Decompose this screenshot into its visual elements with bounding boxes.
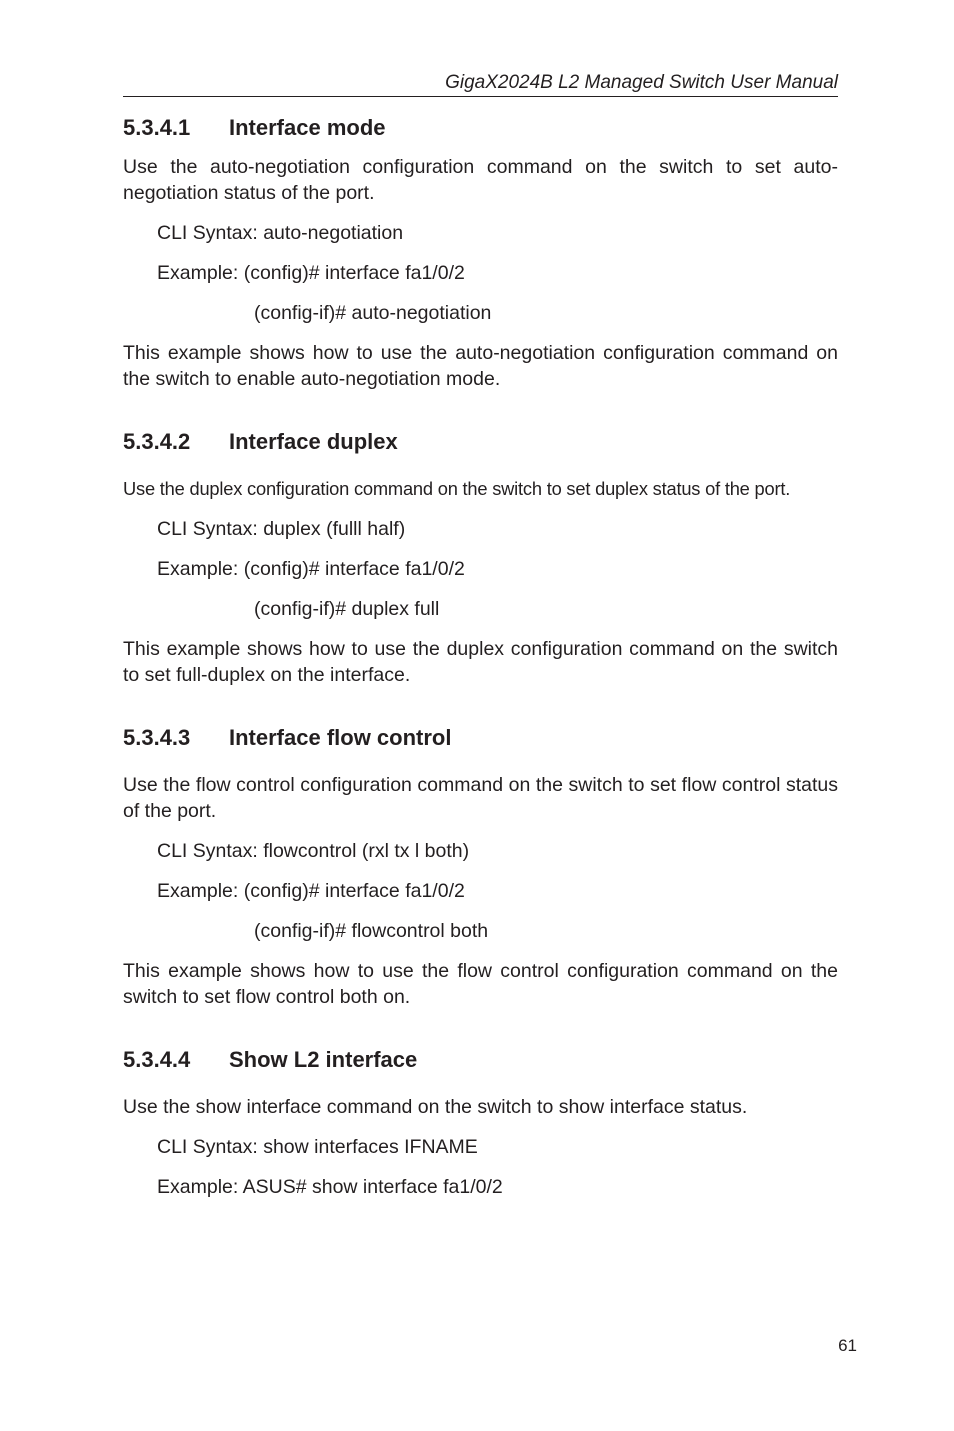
cli-example-continuation: (config-if)# flowcontrol both [254,920,489,942]
cli-syntax: CLI Syntax: duplex (fulll half) [157,518,406,540]
section-number: 5.3.4.1 [123,115,191,140]
section-title: Interface duplex [229,429,398,454]
running-header: GigaX2024B L2 Managed Switch User Manual [445,72,838,93]
section-intro: Use the flow control configuration command on the switch to set flow control status of the port. [123,774,838,822]
section-title: Interface mode [229,115,386,140]
page-number: 61 [838,1336,857,1355]
section-number: 5.3.4.4 [123,1047,191,1072]
header-rule [123,96,838,97]
cli-example: Example: (config)# interface fa1/0/2 [157,558,465,580]
cli-example: Example: (config)# interface fa1/0/2 [157,880,465,902]
section-description: This example shows how to use the auto-negotiation configuration command on the switch to enable auto-negotiation mode. [123,342,838,390]
section-heading [123,720,838,756]
section-intro: Use the duplex configuration command on the switch to set duplex status of the port. [123,478,791,499]
section-number: 5.3.4.2 [123,429,191,454]
section-title: Interface flow control [229,725,452,750]
section-title: Show L2 interface [229,1047,418,1072]
cli-example-continuation: (config-if)# duplex full [254,598,440,620]
section-heading [123,424,838,460]
cli-example: Example: (config)# interface fa1/0/2 [157,262,465,284]
section-intro: Use the auto-negotiation configuration command on the switch to set auto-negotiation status of the port. [123,156,838,204]
cli-syntax: CLI Syntax: flowcontrol (rxl tx l both) [157,840,470,862]
section-heading [123,110,838,146]
section-description: This example shows how to use the duplex configuration command on the switch to set full-duplex on the interface. [123,638,838,686]
section-heading [123,1042,838,1078]
section-description: This example shows how to use the flow control configuration command on the switch to set flow control both on. [123,960,838,1008]
section-number: 5.3.4.3 [123,725,191,750]
cli-example-continuation: (config-if)# auto-negotiation [254,302,492,324]
cli-example: Example: ASUS# show interface fa1/0/2 [157,1176,503,1198]
cli-syntax: CLI Syntax: auto-negotiation [157,222,404,244]
cli-syntax: CLI Syntax: show interfaces IFNAME [157,1136,478,1158]
section-intro: Use the show interface command on the switch to show interface status. [123,1096,748,1118]
page-content [123,110,838,1200]
